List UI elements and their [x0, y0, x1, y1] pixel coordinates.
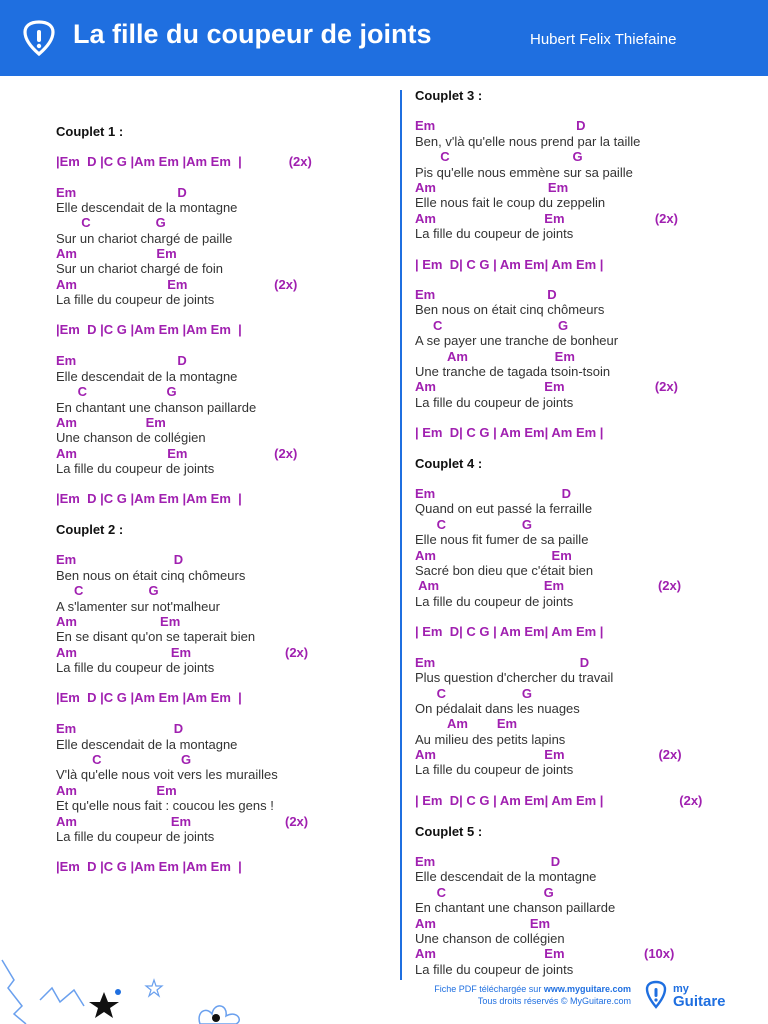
- right-chord-line: Am Em: [415, 349, 575, 364]
- guitar-pick-logo-icon: [22, 20, 56, 56]
- right-chord-line: | Em D| C G | Am Em| Am Em |: [415, 624, 604, 639]
- myguitare-brand-logo[interactable]: [645, 980, 745, 1010]
- left-lyric-line: La fille du coupeur de joints: [56, 461, 215, 476]
- right-lyric-line: La fille du coupeur de joints: [415, 962, 574, 977]
- left-heading: Couplet 1 :: [56, 124, 124, 139]
- left-lyric-line: V'là qu'elle nous voit vers les murailles: [56, 767, 278, 782]
- left-lyric-line: La fille du coupeur de joints: [56, 829, 215, 844]
- left-lyric-line: Sur un chariot chargé de foin: [56, 261, 223, 276]
- right-lyric-line: Ben nous on était cinq chômeurs: [415, 302, 605, 317]
- header-banner: [0, 0, 768, 76]
- left-lyric-line: La fille du coupeur de joints: [56, 660, 215, 675]
- left-chord-line: Em D: [56, 721, 184, 736]
- right-lyric-line: Elle nous fit fumer de sa paille: [415, 532, 589, 547]
- right-heading: Couplet 5 :: [415, 824, 483, 839]
- left-lyric-line: Une chanson de collégien: [56, 430, 206, 445]
- footer-copyright: [395, 983, 631, 1007]
- right-chord-line: Em D: [415, 118, 586, 133]
- right-chord-line: | Em D| C G | Am Em| Am Em |: [415, 257, 604, 272]
- left-chord-line: |Em D |C G |Am Em |Am Em |: [56, 859, 242, 874]
- left-chord-line: Am Em (2x): [56, 645, 309, 660]
- right-chord-line: Em D: [415, 486, 572, 501]
- left-lyric-line: Elle descendait de la montagne: [56, 369, 238, 384]
- left-chord-line: C G: [56, 384, 177, 399]
- left-chord-line: C G: [56, 752, 192, 767]
- left-chord-line: Am Em: [56, 246, 177, 261]
- left-lyric-line: En chantant une chanson paillarde: [56, 400, 257, 415]
- right-lyric-line: A se payer une tranche de bonheur: [415, 333, 619, 348]
- left-heading: Couplet 2 :: [56, 522, 124, 537]
- left-chord-line: Am Em (2x): [56, 814, 309, 829]
- footer-line-1: [395, 983, 631, 995]
- left-chord-line: Em D: [56, 353, 187, 368]
- right-lyric-line: Elle nous fait le coup du zeppelin: [415, 195, 606, 210]
- left-chord-line: Am Em: [56, 783, 177, 798]
- right-chord-line: | Em D| C G | Am Em| Am Em |: [415, 425, 604, 440]
- right-heading: Couplet 3 :: [415, 88, 483, 103]
- right-lyric-line: Sacré bon dieu que c'était bien: [415, 563, 594, 578]
- left-lyric-line: Et qu'elle nous fait : coucou les gens !: [56, 798, 274, 813]
- right-lyric-line: Elle descendait de la montagne: [415, 869, 597, 884]
- right-lyric-line: Une chanson de collégien: [415, 931, 565, 946]
- right-lyric-line: Quand on eut passé la ferraille: [415, 501, 593, 516]
- guitar-pick-brand-icon: [647, 982, 665, 1007]
- left-chord-line: |Em D |C G |Am Em |Am Em |: [56, 322, 242, 337]
- left-lyric-line: En se disant qu'on se taperait bien: [56, 629, 256, 644]
- right-chord-line: Em D: [415, 854, 561, 869]
- right-chord-line: Am Em (10x): [415, 946, 675, 961]
- right-chord-line: Am Em (2x): [415, 578, 682, 593]
- star-decoration-icon: [89, 992, 119, 1018]
- right-chord-line: Am Em (2x): [415, 211, 678, 226]
- right-lyric-line: La fille du coupeur de joints: [415, 594, 574, 609]
- right-chord-line: Am Em (2x): [415, 379, 678, 394]
- right-chord-line: | Em D| C G | Am Em| Am Em | (2x): [415, 793, 703, 808]
- right-chord-line: Em D: [415, 655, 590, 670]
- left-chord-line: Em D: [56, 185, 187, 200]
- left-lyric-line: Elle descendait de la montagne: [56, 200, 238, 215]
- flower-decoration-icon: [199, 1006, 239, 1024]
- right-chord-line: C G: [415, 686, 533, 701]
- right-lyric-line: Plus question d'chercher du travail: [415, 670, 614, 685]
- right-chord-line: Am Em: [415, 916, 551, 931]
- left-chord-line: C G: [56, 215, 166, 230]
- right-chord-line: C G: [415, 149, 583, 164]
- footer-site-link[interactable]: www.myguitare.com: [543, 984, 631, 994]
- right-heading: Couplet 4 :: [415, 456, 483, 471]
- left-chord-line: |Em D |C G |Am Em |Am Em |: [56, 491, 242, 506]
- left-lyric-line: Elle descendait de la montagne: [56, 737, 238, 752]
- right-chord-line: Am Em: [415, 716, 518, 731]
- brand-guitare: Guitare: [673, 993, 726, 1010]
- right-chord-line: Em D: [415, 287, 557, 302]
- left-chord-line: Em D: [56, 552, 184, 567]
- left-chord-line: |Em D |C G |Am Em |Am Em | (2x): [56, 154, 312, 169]
- right-lyric-line: La fille du coupeur de joints: [415, 762, 574, 777]
- footer-prefix: Fiche PDF téléchargée sur: [434, 984, 544, 994]
- right-chord-line: Am Em: [415, 548, 572, 563]
- left-chord-line: |Em D |C G |Am Em |Am Em |: [56, 690, 242, 705]
- right-chord-line: Am Em: [415, 180, 569, 195]
- right-lyric-line: La fille du coupeur de joints: [415, 395, 574, 410]
- left-lyric-line: A s'lamenter sur not'malheur: [56, 599, 220, 614]
- left-chord-line: Am Em: [56, 614, 181, 629]
- column-divider: [400, 90, 402, 980]
- right-chord-line: Am Em (2x): [415, 747, 682, 762]
- left-chord-line: C G: [56, 583, 159, 598]
- right-lyric-line: En chantant une chanson paillarde: [415, 900, 616, 915]
- left-lyric-line: Sur un chariot chargé de paille: [56, 231, 233, 246]
- song-title: La fille du coupeur de joints: [73, 19, 432, 49]
- right-lyric-line: Pis qu'elle nous emmène sur sa paille: [415, 165, 633, 180]
- right-lyric-line: La fille du coupeur de joints: [415, 226, 574, 241]
- right-lyric-line: Au milieu des petits lapins: [415, 732, 566, 747]
- right-chord-line: C G: [415, 885, 554, 900]
- decoration-bottom-left: [0, 940, 260, 1024]
- right-lyric-line: Ben, v'là qu'elle nous prend par la taille: [415, 134, 641, 149]
- right-chord-line: C G: [415, 517, 533, 532]
- brand-my: my: [673, 983, 689, 995]
- artist-name: Hubert Felix Thiefaine: [530, 31, 677, 48]
- right-lyric-line: Une tranche de tagada tsoin-tsoin: [415, 364, 611, 379]
- left-chord-line: Am Em: [56, 415, 166, 430]
- footer-line-2: Tous droits réservés © MyGuitare.com: [477, 996, 631, 1006]
- left-lyric-line: La fille du coupeur de joints: [56, 292, 215, 307]
- right-lyric-line: On pédalait dans les nuages: [415, 701, 580, 716]
- right-chord-line: C G: [415, 318, 569, 333]
- left-chord-line: Am Em (2x): [56, 277, 298, 292]
- left-chord-line: Am Em (2x): [56, 446, 298, 461]
- left-lyric-line: Ben nous on était cinq chômeurs: [56, 568, 246, 583]
